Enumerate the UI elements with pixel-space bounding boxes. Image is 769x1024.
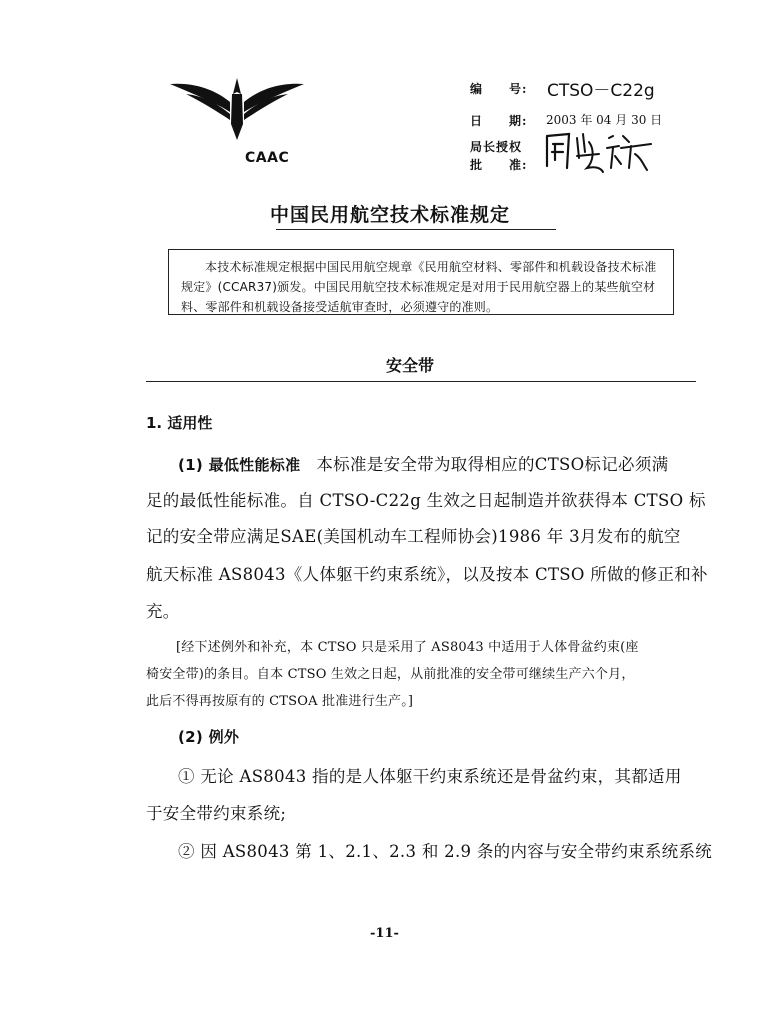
paragraph-1-line-3: 记的安全带应满足SAE(美国机动车工程师协会)1986 年 3月发布的航空 [146, 527, 681, 546]
notice-box: 本技术标准规定根据中国民用航空规章《民用航空材料、零部件和机载设备技术标准规定》(CCAR37)颁发。中国民用航空技术标准规定是对用于民用航空器上的某些航空材料、零部件和机载设备接受适航审查时，必须遵守的准则。 [168, 249, 674, 315]
date-value: 2003 年 04 月 30 日 [546, 113, 663, 127]
title-underline [276, 229, 556, 230]
paragraph-1-line-5: 充。 [146, 602, 180, 621]
section-divider [146, 381, 696, 382]
logo-text: CAAC [245, 150, 290, 166]
note-line-1: [经下述例外和补充，本 CTSO 只是采用了 AS8043 中适用于人体骨盆约束(座 [176, 640, 639, 655]
document-number: CTSO－C22g [547, 81, 655, 101]
paragraph-1-line-2: 足的最低性能标准。自 CTSO-C22g 生效之日起制造并欲获得本 CTSO 标 [146, 491, 706, 510]
signature-icon [543, 128, 655, 174]
paragraph-2-heading: (2) 例外 [178, 728, 240, 746]
document-title: 中国民用航空技术标准规定 [270, 204, 511, 226]
section-title: 安全带 [386, 356, 435, 375]
number-label: 编 号: [470, 82, 528, 96]
note-line-3: 此后不得再按原有的 CTSOA 批准进行生产。] [146, 694, 414, 709]
approval-label-line2: 批 准: [470, 158, 528, 172]
note-line-2: 椅安全带)的条目。自本 CTSO 生效之日起，从前批准的安全带可继续生产六个月， [146, 667, 635, 682]
paragraph-1-text: 本标准是安全带为取得相应的CTSO标记必须满 [316, 455, 669, 474]
paragraph-1-line-1 [178, 451, 668, 475]
paragraph-1-line-4: 航天标准 AS8043《人体躯干约束系统》，以及按本 CTSO 所做的修正和补 [146, 565, 708, 584]
page-number: -11- [370, 926, 399, 941]
date-label: 日 期: [470, 114, 528, 128]
heading-applicability: 1. 适用性 [146, 414, 213, 432]
caac-wings-logo-icon [168, 72, 306, 148]
item-2-line-1: ② 因 AS8043 第 1、2.1、2.3 和 2.9 条的内容与安全带约束系统系统 [178, 842, 713, 861]
approval-label-line1: 局长授权 [470, 140, 523, 154]
paragraph-1-label: (1) 最低性能标准 [178, 456, 301, 474]
item-1-line-1: ① 无论 AS8043 指的是人体躯干约束系统还是骨盆约束，其都适用 [178, 767, 682, 786]
item-1-line-2: 于安全带约束系统; [146, 804, 287, 823]
